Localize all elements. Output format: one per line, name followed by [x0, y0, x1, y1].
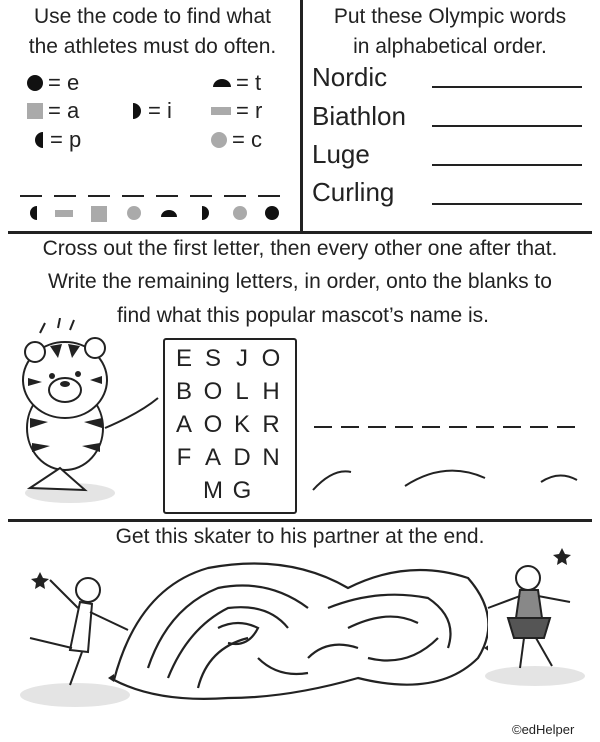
legend-item: = p — [32, 128, 81, 152]
gray-square-icon — [90, 205, 108, 223]
grouping-arcs-icon — [305, 450, 595, 500]
word-answer-line[interactable] — [432, 203, 582, 205]
grid-letter[interactable]: N — [262, 444, 280, 471]
half-dome-icon — [212, 74, 232, 92]
word-answer-line[interactable] — [432, 86, 582, 88]
tiger-mascot-icon — [10, 318, 170, 510]
grid-letter[interactable]: B — [175, 378, 192, 405]
half-dome-icon — [160, 205, 178, 221]
name-blank[interactable] — [314, 426, 332, 428]
alphabetical-instruction-line1: Put these Olympic words — [333, 5, 567, 28]
name-blank[interactable] — [422, 426, 440, 428]
grid-letter[interactable]: F — [176, 444, 192, 471]
top-vertical-divider — [300, 0, 303, 232]
answer-blank[interactable] — [258, 195, 280, 197]
grid-letter[interactable]: A — [175, 411, 192, 438]
gray-square-icon — [26, 102, 44, 120]
letter-grid — [163, 338, 297, 514]
name-blank[interactable] — [503, 426, 521, 428]
name-blank[interactable] — [449, 426, 467, 428]
grid-letter[interactable]: J — [236, 345, 248, 372]
olympic-word: Luge — [312, 139, 370, 169]
left-half-circle-icon — [32, 131, 46, 149]
answer-blank[interactable] — [54, 195, 76, 197]
middle-section-divider — [8, 519, 592, 522]
word-answer-line[interactable] — [432, 125, 582, 127]
answer-blank[interactable] — [88, 195, 110, 197]
copyright-text: ©edHelper — [512, 722, 575, 737]
gray-circle-icon — [232, 205, 248, 221]
maze-icon[interactable] — [108, 548, 488, 708]
answer-blank[interactable] — [20, 195, 42, 197]
legend-item: = c — [210, 128, 262, 152]
legend-item: = r — [210, 99, 262, 123]
grid-letter[interactable]: L — [235, 378, 249, 405]
mascot-instruction-line3: find what this popular mascot’s name is. — [117, 304, 489, 327]
right-half-circle-icon — [130, 102, 144, 120]
olympic-word: Nordic — [312, 62, 388, 92]
olympic-word: Biathlon — [312, 101, 406, 131]
legend-item: = e — [26, 71, 79, 95]
code-instruction-line1: Use the code to find what — [34, 5, 271, 28]
name-blank[interactable] — [368, 426, 386, 428]
grid-letter[interactable]: R — [262, 411, 280, 438]
girl-skater-icon — [480, 538, 592, 688]
mascot-instruction-line2: Write the remaining letters, in order, onto the blanks to — [48, 270, 552, 293]
mascot-instruction-line1: Cross out the first letter, then every other one after that. — [42, 237, 558, 260]
gray-circle-icon — [210, 131, 228, 149]
grid-letter[interactable]: O — [203, 411, 223, 438]
legend-item: = i — [130, 99, 172, 123]
grid-letter[interactable]: K — [233, 411, 250, 438]
right-half-circle-icon — [200, 205, 212, 221]
name-blank[interactable] — [341, 426, 359, 428]
black-circle-icon — [264, 205, 280, 221]
black-circle-icon — [26, 74, 44, 92]
answer-blank[interactable] — [190, 195, 212, 197]
word-answer-line[interactable] — [432, 164, 582, 166]
grid-letter[interactable]: O — [203, 378, 223, 405]
gray-bar-icon — [210, 102, 232, 120]
gray-bar-icon — [54, 205, 74, 221]
grid-letter[interactable]: O — [261, 345, 281, 372]
grid-letter[interactable]: S — [204, 345, 221, 372]
legend-item: = t — [212, 71, 261, 95]
top-section-divider — [8, 231, 592, 234]
grid-letter[interactable]: G — [232, 477, 252, 504]
left-half-circle-icon — [26, 205, 40, 221]
grid-letter[interactable]: M — [203, 477, 223, 504]
name-blank[interactable] — [476, 426, 494, 428]
answer-blank[interactable] — [156, 195, 178, 197]
name-blank[interactable] — [530, 426, 548, 428]
olympic-word: Curling — [312, 177, 395, 207]
alphabetical-instruction-line2: in alphabetical order. — [353, 35, 547, 58]
grid-letter[interactable]: E — [175, 345, 192, 372]
answer-blank[interactable] — [122, 195, 144, 197]
answer-blank[interactable] — [224, 195, 246, 197]
code-instruction-line2: the athletes must do often. — [28, 35, 277, 58]
name-blank[interactable] — [557, 426, 575, 428]
maze-instruction: Get this skater to his partner at the end. — [115, 525, 485, 548]
grid-letter[interactable]: D — [233, 444, 251, 471]
grid-letter[interactable]: H — [262, 378, 280, 405]
grid-letter[interactable]: A — [204, 444, 221, 471]
gray-circle-icon — [126, 205, 142, 221]
name-blank[interactable] — [395, 426, 413, 428]
legend-item: = a — [26, 99, 79, 123]
